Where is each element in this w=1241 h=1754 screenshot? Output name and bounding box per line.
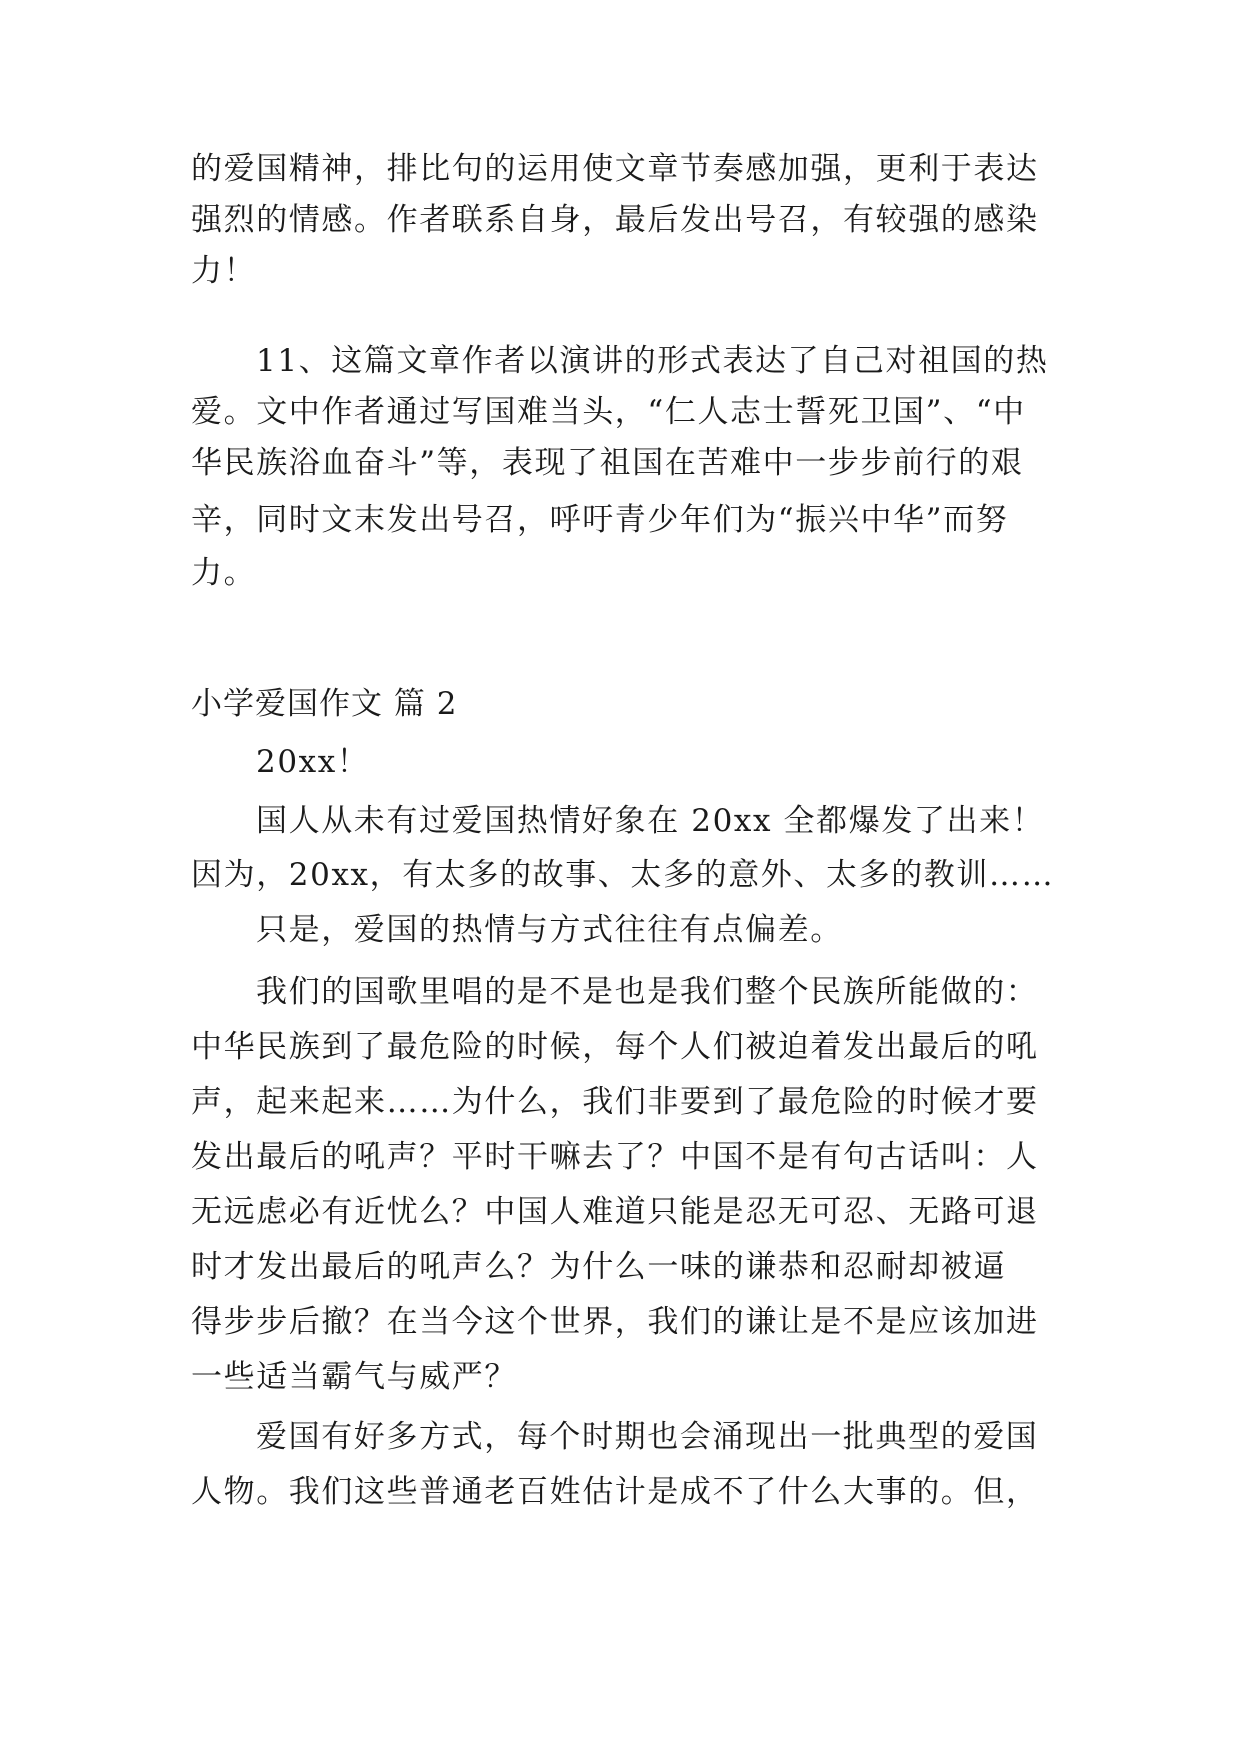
text-line: 爱国有好多方式，每个时期也会涌现出一批典型的爱国 xyxy=(256,1419,1039,1455)
text-line: 的爱国精神，排比句的运用使文章节奏感加强，更利于表达 xyxy=(191,151,1039,187)
text-line: 得步步后撤？在当今这个世界，我们的谦让是不是应该加进 xyxy=(191,1304,1039,1340)
text-line: 时才发出最后的吼声么？为什么一味的谦恭和忍耐却被逼 xyxy=(191,1249,1006,1285)
text-line: 强烈的情感。作者联系自身，最后发出号召，有较强的感染 xyxy=(191,202,1039,238)
text-line: 国人从未有过爱国热情好象在 20xx 全都爆发了出来！ xyxy=(256,803,1045,839)
text-line: 无远虑必有近忧么？中国人难道只能是忍无可忍、无路可退 xyxy=(191,1194,1039,1230)
text-line: 发出最后的吼声？平时干嘛去了？中国不是有句古话叫：人 xyxy=(191,1139,1039,1175)
text-line: 爱。文中作者通过写国难当头，“仁人志士誓死卫国”、“中 xyxy=(191,394,1026,430)
text-line: 只是，爱国的热情与方式往往有点偏差。 xyxy=(256,912,843,948)
text-line: 一些适当霸气与威严？ xyxy=(191,1359,517,1395)
text-line: 因为，20xx，有太多的故事、太多的意外、太多的教训…… xyxy=(191,857,1055,893)
text-line: 华民族浴血奋斗”等，表现了祖国在苦难中一步步前行的艰 xyxy=(191,445,1024,481)
text-line: 11、这篇文章作者以演讲的形式表达了自己对祖国的热 xyxy=(256,343,1049,379)
text-line: 辛，同时文末发出号召，呼吁青少年们为“振兴中华”而努 xyxy=(191,502,1009,538)
text-line: 我们的国歌里唱的是不是也是我们整个民族所能做的： xyxy=(256,974,1039,1010)
text-line: 中华民族到了最危险的时候，每个人们被迫着发出最后的吼 xyxy=(191,1029,1039,1065)
text-line: 20xx！ xyxy=(256,744,370,780)
text-line: 人物。我们这些普通老百姓估计是成不了什么大事的。但， xyxy=(191,1474,1039,1510)
text-line: 力。 xyxy=(191,555,257,591)
text-line: 力！ xyxy=(191,253,257,289)
text-line: 声，起来起来……为什么，我们非要到了最危险的时候才要 xyxy=(191,1084,1039,1120)
section-heading: 小学爱国作文 篇 2 xyxy=(191,686,458,722)
